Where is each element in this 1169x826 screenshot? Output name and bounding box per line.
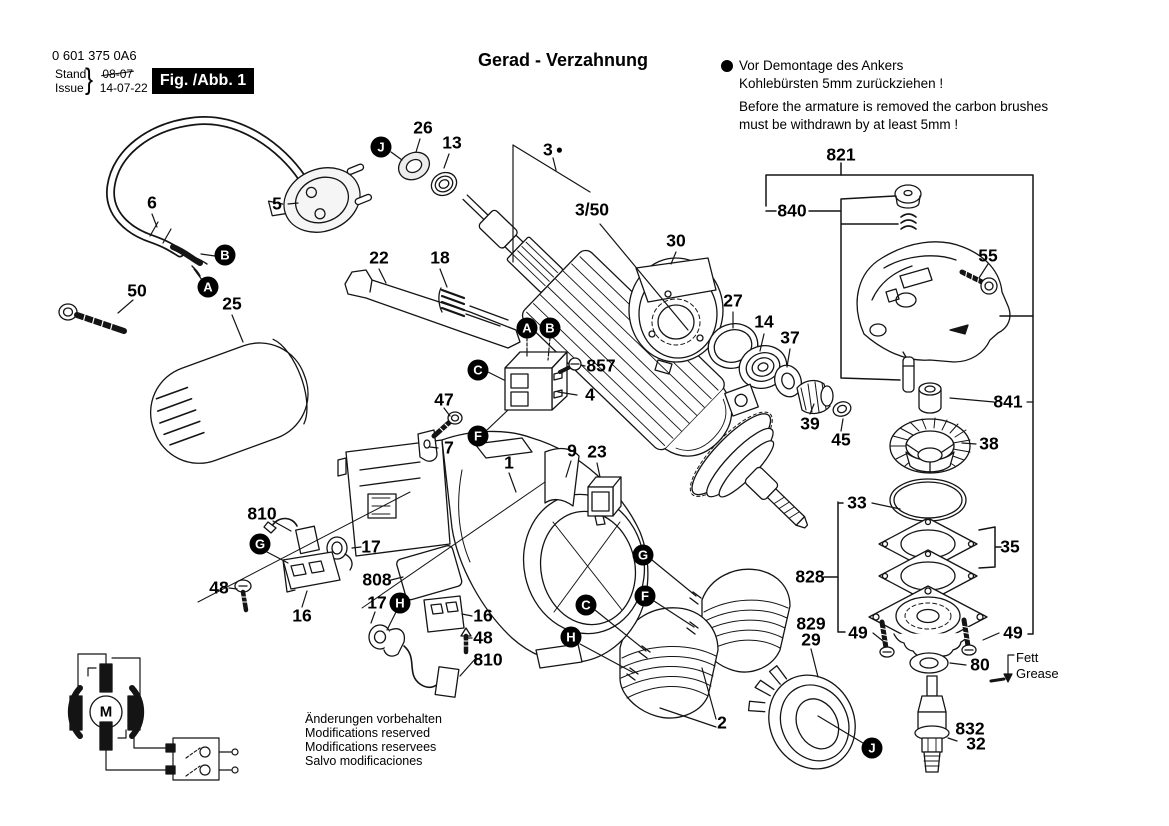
callout-text: C — [473, 362, 483, 378]
callout-text: 7 — [444, 437, 454, 458]
notice-de-line1: Vor Demontage des Ankers — [739, 58, 904, 73]
footer-line-fr: Modifications reservees — [305, 740, 437, 754]
callout-text: C — [581, 597, 591, 613]
callout-821 — [826, 146, 855, 164]
stand-label: Stand — [55, 67, 87, 81]
callout-810 — [473, 651, 502, 669]
screw-48-left — [235, 580, 251, 610]
crown-gear-38 — [890, 418, 970, 473]
callout-text: 26 — [413, 117, 433, 138]
part-number: 0 601 375 0A6 — [52, 48, 137, 63]
nut-45 — [831, 400, 852, 419]
callout-text: 50 — [127, 280, 147, 301]
connector-f — [635, 586, 656, 607]
callout-text: 810 — [473, 649, 503, 670]
sleeve-841 — [919, 383, 941, 413]
callout-3 — [543, 141, 563, 159]
callout-text: 840 — [777, 200, 807, 221]
callout-text: 9 — [567, 440, 577, 461]
nameplate-808 — [396, 545, 463, 601]
callout-29 — [801, 631, 820, 649]
callout-2 — [717, 714, 727, 732]
diagram-title: Gerad - Verzahnung — [478, 50, 649, 70]
connector-b — [215, 245, 236, 266]
callout-text: 6 — [147, 192, 157, 213]
callout-45 — [831, 431, 850, 449]
callout-37 — [780, 329, 799, 347]
callout-18 — [430, 249, 449, 267]
callout-48 — [473, 629, 492, 647]
callout-text: 55 — [978, 245, 998, 266]
washer-80 — [910, 653, 948, 673]
callout-text: 32 — [966, 733, 986, 754]
callout-text: 47 — [434, 389, 454, 410]
callout-6 — [147, 194, 157, 212]
footer-line-de: Änderungen vorbehalten — [305, 712, 442, 726]
footer-line-es: Salvo modificaciones — [305, 754, 423, 768]
callout-text: 841 — [993, 391, 1023, 412]
callout-text: 3/50 — [574, 199, 610, 220]
issue-value: 14-07-22 — [99, 81, 148, 95]
callout-text: 33 — [847, 492, 867, 513]
callout-4 — [585, 386, 595, 404]
callout-32 — [966, 735, 985, 753]
callout-text: 29 — [801, 629, 821, 650]
spindle-32 — [915, 676, 949, 772]
cap-840 — [895, 185, 921, 208]
callout-1 — [504, 454, 514, 472]
notice-en-line1: Before the armature is removed the carbon brushes — [739, 99, 1049, 114]
ring-26 — [394, 147, 434, 185]
motor-schematic — [70, 654, 238, 780]
callout-text: B — [220, 247, 230, 263]
callout-7 — [444, 439, 454, 457]
callout-13 — [442, 134, 461, 152]
figure-label-box: Fig. /Abb. 1 — [152, 68, 254, 94]
connector-a — [517, 318, 538, 339]
callout-27 — [723, 292, 742, 310]
callout-text: H — [566, 629, 576, 645]
callout-5 — [272, 195, 282, 213]
screw-50 — [59, 304, 124, 332]
callout-48 — [209, 579, 228, 597]
callout-text: 49 — [848, 622, 868, 643]
callout-text: 828 — [795, 566, 825, 587]
callout-text: 22 — [369, 247, 389, 268]
callout-text: J — [377, 139, 385, 155]
callout-30 — [666, 232, 685, 250]
callout-text: 48 — [473, 627, 493, 648]
callout-23 — [587, 443, 606, 461]
callout-text: 1 — [504, 452, 514, 473]
callout-50 — [127, 282, 146, 300]
callout-text: 25 — [222, 293, 242, 314]
callout-857 — [586, 357, 615, 375]
callout-33 — [847, 494, 866, 512]
callout-text: 14 — [754, 311, 774, 332]
grease-label-de: Fett — [1016, 650, 1039, 665]
callout-text: 38 — [979, 433, 999, 454]
callout-49 — [848, 624, 867, 642]
date-brace: } — [85, 63, 94, 96]
callout-840 — [777, 202, 806, 220]
connector-j — [371, 137, 392, 158]
o-ring-33 — [890, 479, 966, 521]
callout-text: 808 — [362, 569, 392, 590]
callout-text: 3 — [543, 139, 553, 160]
callout-808 — [362, 571, 391, 589]
stand-value: 08-07 — [102, 67, 134, 81]
callout-47 — [434, 391, 453, 409]
callout-49 — [1003, 624, 1022, 642]
connector-g — [250, 534, 271, 555]
notice-en-line2: must be withdrawn by at least 5mm ! — [739, 117, 959, 132]
callout-text: 37 — [780, 327, 800, 348]
callout-text: 27 — [723, 290, 743, 311]
callout-text: 16 — [292, 605, 312, 626]
callout-text: A — [203, 279, 213, 295]
callout-text: B — [545, 320, 555, 336]
callout-text: G — [637, 547, 649, 563]
callout-25 — [222, 295, 241, 313]
connector-h — [561, 627, 582, 648]
callout-14 — [754, 313, 773, 331]
callout-16 — [292, 607, 311, 625]
callout-text: 17 — [361, 536, 381, 557]
notice-bullet-icon — [721, 60, 733, 72]
footer-line-en: Modifications reserved — [305, 726, 431, 740]
callout-text: 13 — [442, 132, 462, 153]
pinion-39 — [797, 381, 833, 414]
bearing-13 — [427, 168, 460, 200]
callout-text: 49 — [1003, 622, 1023, 643]
callout-text: 832 — [955, 718, 985, 739]
connector-c — [468, 360, 489, 381]
callout-text: A — [522, 320, 532, 336]
connector-a — [198, 277, 219, 298]
brush-group-left — [264, 519, 352, 593]
callout-9 — [567, 442, 577, 460]
callout-17 — [367, 594, 386, 612]
callout-text: F — [641, 588, 649, 604]
stand-row — [55, 67, 133, 81]
lever-22 — [345, 270, 520, 348]
connector-f — [468, 426, 489, 447]
callout-text: 16 — [473, 605, 493, 626]
callout-text: 821 — [826, 144, 856, 165]
callout-text: 829 — [796, 613, 826, 634]
callout-text: 45 — [831, 429, 851, 450]
switch-4 — [505, 352, 567, 410]
issue-row — [55, 81, 148, 95]
callout-39 — [800, 415, 819, 433]
connector-b — [540, 318, 561, 339]
grease-label-en: Grease — [1016, 666, 1059, 681]
callout-text: 23 — [587, 441, 607, 462]
callout-text: H — [395, 595, 405, 611]
callout-text: 39 — [800, 413, 820, 434]
callout-text: 30 — [666, 230, 686, 251]
connector-c — [576, 595, 597, 616]
callout-text: 35 — [1000, 536, 1020, 557]
screw-48-right — [461, 628, 471, 652]
callout-55 — [978, 247, 997, 265]
callout-text: F — [474, 428, 482, 444]
callout-text: 17 — [367, 592, 387, 613]
spring-840 — [901, 214, 916, 229]
callout-text: 2 — [717, 712, 727, 733]
callout-38 — [979, 435, 998, 453]
callout-text: 4 — [585, 384, 595, 405]
callout-35 — [1000, 538, 1019, 556]
notice-de-line2: Kohlebürsten 5mm zurückziehen ! — [739, 76, 944, 91]
housing-cap-25 — [137, 330, 321, 477]
callout-841 — [993, 393, 1022, 411]
connector-g — [633, 545, 654, 566]
callout-16 — [473, 607, 492, 625]
callout-text: 5 — [272, 193, 282, 214]
issue-label: Issue — [55, 81, 84, 95]
callout-text: 810 — [247, 503, 277, 524]
callout-text: 48 — [209, 577, 229, 598]
callout-22 — [369, 249, 388, 267]
callout-17 — [361, 538, 380, 556]
motor-symbol: M — [99, 703, 113, 721]
callout-text: 18 — [430, 247, 450, 268]
pin-840 — [903, 357, 914, 392]
callout-text: G — [254, 536, 266, 552]
callout-3-50 — [575, 201, 609, 219]
callout-text: 80 — [970, 654, 990, 675]
callout-828 — [795, 568, 824, 586]
callout-80 — [970, 656, 989, 674]
callout-810 — [247, 505, 276, 523]
screw-47 — [434, 412, 462, 436]
connector-h — [390, 593, 411, 614]
callout-text: 857 — [586, 355, 616, 376]
connector-j — [862, 738, 883, 759]
callout-text: J — [868, 740, 876, 756]
callout-26 — [413, 119, 432, 137]
note-reference-dot: ● — [555, 142, 563, 157]
